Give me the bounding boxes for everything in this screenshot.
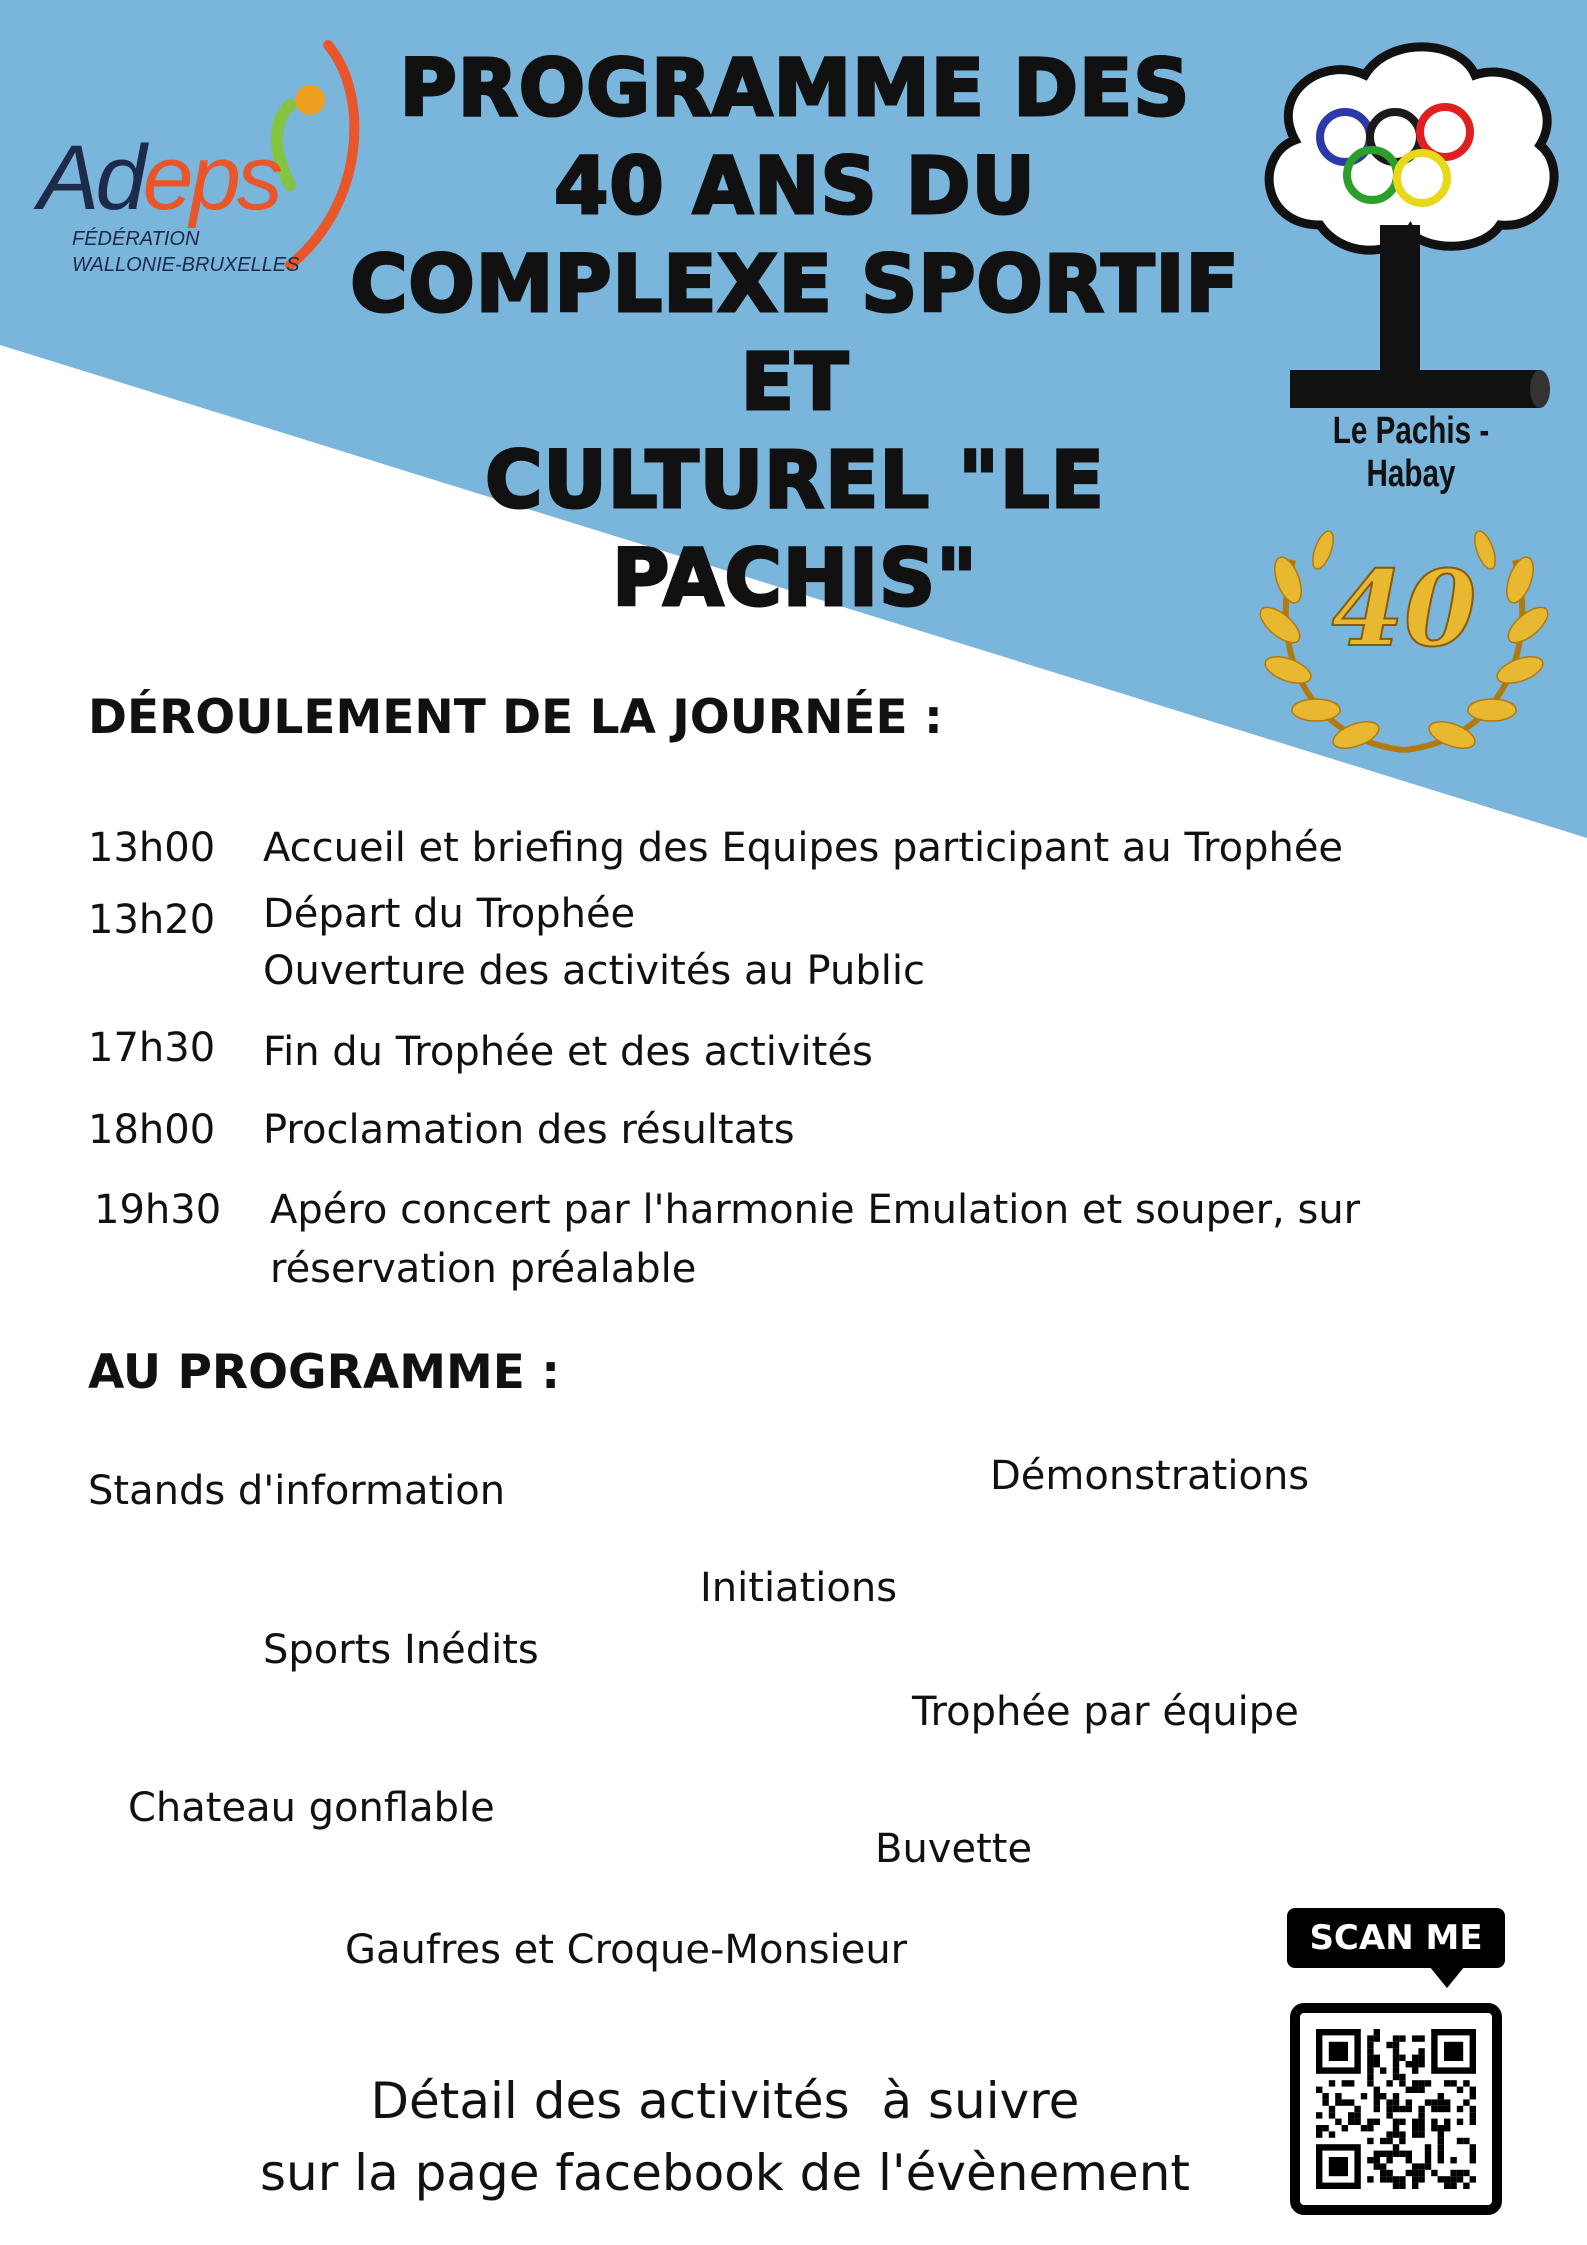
anniversary-number: 40	[1331, 547, 1477, 670]
footer-line-2: sur la page facebook de l'évènement	[259, 2144, 1190, 2202]
adeps-logo-text	[38, 127, 279, 229]
programme-item: Initiations	[700, 1565, 898, 1611]
schedule-time: 13h20	[88, 897, 216, 943]
qr-code-icon	[1300, 2013, 1492, 2205]
title-line-4: CULTUREL "LE PACHIS"	[485, 436, 1105, 624]
adeps-subtitle	[72, 226, 300, 278]
laurel-wreath-icon	[1248, 470, 1560, 770]
adeps-logo-part1: Ad	[38, 127, 143, 229]
schedule-text: Apéro concert par l'harmonie Emulation et souper, sur	[270, 1187, 1361, 1233]
page-title	[300, 40, 1290, 628]
qr-code-frame[interactable]	[1290, 2003, 1502, 2215]
title-line-3: COMPLEXE SPORTIF ET	[350, 240, 1240, 428]
programme-heading: AU PROGRAMME :	[88, 1345, 560, 1400]
schedule-time: 18h00	[88, 1107, 216, 1153]
footer-note	[150, 2065, 1300, 2209]
programme-item: Sports Inédits	[263, 1627, 539, 1673]
pachis-tree-logo-icon	[1250, 35, 1570, 435]
scan-me-pointer	[1429, 1966, 1465, 1988]
adeps-subtitle-line1: FÉDÉRATION	[72, 228, 200, 250]
pachis-logo-caption: Le Pachis - Habay	[1332, 410, 1490, 495]
schedule-time: 13h00	[88, 825, 216, 871]
programme-item: Gaufres et Croque-Monsieur	[345, 1927, 908, 1973]
title-line-2: 40 ANS DU	[554, 142, 1036, 232]
schedule-text: Accueil et briefing des Equipes participant au Trophée	[263, 825, 1344, 871]
schedule-text: Ouverture des activités au Public	[263, 948, 925, 994]
schedule-text: Proclamation des résultats	[263, 1107, 795, 1153]
scan-me-badge: SCAN ME	[1287, 1908, 1505, 1968]
schedule-text: réservation préalable	[270, 1246, 697, 1292]
programme-item: Démonstrations	[990, 1453, 1310, 1499]
adeps-subtitle-line2: WALLONIE-BRUXELLES	[72, 254, 300, 276]
schedule-text: Fin du Trophée et des activités	[263, 1029, 873, 1075]
footer-line-1: Détail des activités à suivre	[370, 2072, 1080, 2130]
schedule-time: 19h30	[94, 1187, 222, 1233]
programme-item: Trophée par équipe	[912, 1689, 1299, 1735]
schedule-text: Départ du Trophée	[263, 891, 636, 937]
programme-item: Chateau gonflable	[128, 1785, 495, 1831]
adeps-logo-part2: eps	[142, 127, 279, 229]
title-line-1: PROGRAMME DES	[399, 44, 1191, 134]
programme-item: Buvette	[875, 1826, 1033, 1872]
programme-item: Stands d'information	[88, 1468, 506, 1514]
schedule-heading: DÉROULEMENT DE LA JOURNÉE :	[88, 690, 943, 745]
schedule-time: 17h30	[88, 1025, 216, 1071]
